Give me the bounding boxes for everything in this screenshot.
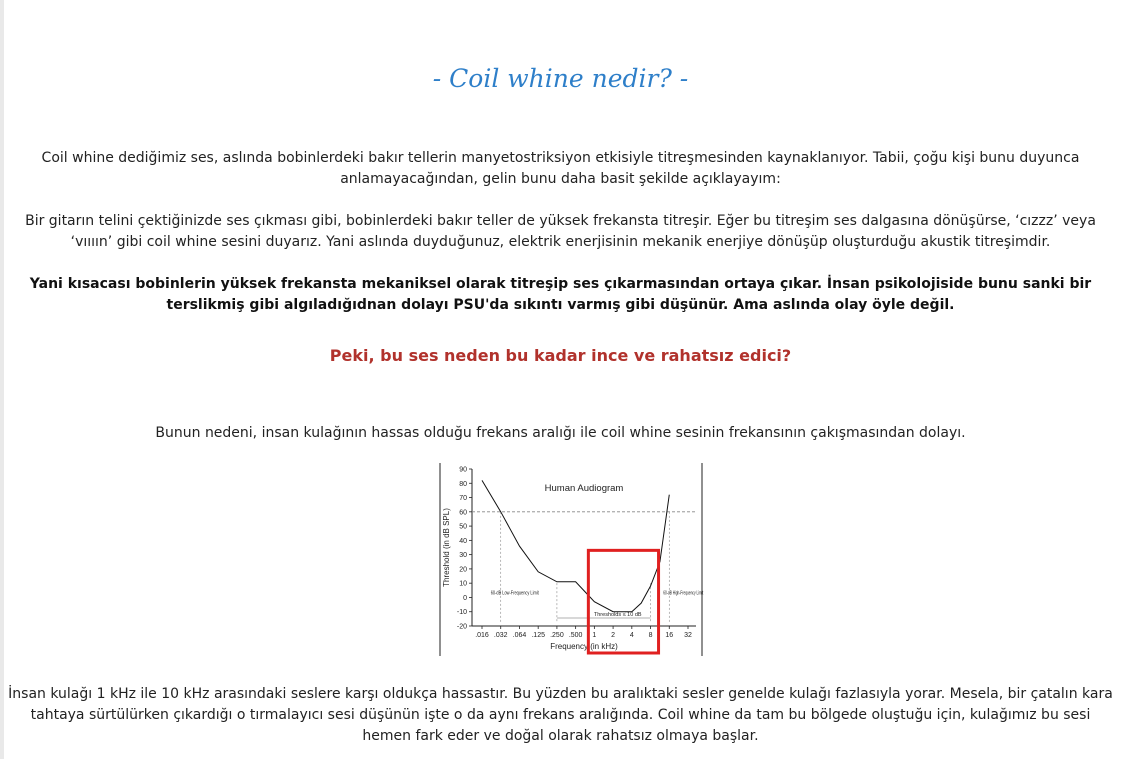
x-tick-label: 8 xyxy=(648,632,653,639)
paragraph-intro: Coil whine dediğimiz ses, aslında bobinlerdeki bakır tellerin manyetostriksiyon etkisiyle titreşmesinden kaynaklanıyor. Tabii, çoğu kişi bunu duyunca anlamayacağından, gelin bunu daha basit şekilde açıklayayım: xyxy=(41,150,1080,187)
y-tick-label: 80 xyxy=(459,480,467,488)
left-border xyxy=(0,0,4,759)
high-limit-label: 60-dB High-Frequency Limit xyxy=(663,590,704,597)
x-tick-label: .064 xyxy=(512,632,527,639)
y-tick-label: -10 xyxy=(456,609,467,617)
x-tick-label: .125 xyxy=(531,632,545,639)
x-tick-label: .500 xyxy=(568,632,583,639)
y-tick-label: 60 xyxy=(459,509,467,517)
y-tick-label: 20 xyxy=(459,566,467,574)
y-tick-label: -20 xyxy=(456,623,467,631)
paragraph-reason: Bunun nedeni, insan kulağının hassas olduğu frekans aralığı ile coil whine sesinin frekansının çakışmasından dolayı. xyxy=(155,425,966,441)
x-tick-label: 2 xyxy=(611,632,616,639)
section-subheading: Peki, bu ses neden bu kadar ince ve rahatsız edici? xyxy=(329,346,792,365)
audiogram-figure xyxy=(438,463,704,656)
y-tick-label: 40 xyxy=(459,537,467,545)
paragraph-guitar-analogy: Bir gitarın telini çektiğinizde ses çıkması gibi, bobinlerdeki bakır teller de yüksek frekansta titreşir. Eğer bu titreşim ses dalgasına dönüşürse, ‘cızzz’ veya ‘vıııın’ gibi coil whine sesini duyarız. Yani aslında duyduğunuz, elektrik enerjisinin mekanik enerjiye dönüşüp oluşturduğu akustik titreşimdir. xyxy=(25,213,1096,250)
x-tick-label: 16 xyxy=(665,632,674,639)
y-tick-label: 90 xyxy=(459,466,467,474)
x-axis-label: Frequency (in kHz) xyxy=(550,642,618,651)
low-limit-label: 60-dB Low-Frequency Limit xyxy=(490,590,540,597)
y-tick-label: 70 xyxy=(459,495,467,503)
x-tick-label: 1 xyxy=(592,632,597,639)
threshold-band-label: Thresholds ≤ 10 dB xyxy=(593,612,642,618)
x-tick-label: .032 xyxy=(493,632,508,639)
chart-title: Human Audiogram xyxy=(544,483,624,494)
x-tick-label: 4 xyxy=(629,632,634,639)
y-tick-label: 50 xyxy=(459,523,467,531)
paragraph-sensitivity: İnsan kulağı 1 kHz ile 10 kHz arasındaki seslere karşı oldukça hassastır. Bu yüzden bu aralıktaki sesler genelde kulağı fazlasıyla yorar. Mesela, bir çatalın kara tahtaya sürtülürken çıkardığı o tırmalayıcı sesi düşünün işte o da aynı frekans aralığında. Coil whine da tam bu bölgede oluştuğu için, kulağımız bu sesi hemen fark eder ve doğal olarak rahatsız olmaya başlar. xyxy=(8,686,1113,744)
paragraph-summary-bold: Yani kısacası bobinlerin yüksek frekansta mekaniksel olarak titreşip ses çıkarmasından ortaya çıkar. İnsan psikolojiside bunu sanki bir terslikmiş gibi algıladığıdnan dolayı PSU'da sıkıntı varmış gibi düşünür. Ama aslında olay öyle değil. xyxy=(29,276,1092,313)
x-tick-label: .250 xyxy=(550,632,564,639)
y-tick-label: 10 xyxy=(459,580,467,588)
page-title: - Coil whine nedir? - xyxy=(432,64,689,93)
y-tick-label: 0 xyxy=(463,594,467,602)
x-tick-label: .016 xyxy=(475,632,489,639)
audiogram-chart xyxy=(438,463,704,656)
x-tick-label: 32 xyxy=(684,632,692,639)
y-tick-label: 30 xyxy=(459,552,467,560)
y-axis-label: Threshold (in dB SPL) xyxy=(442,508,451,587)
